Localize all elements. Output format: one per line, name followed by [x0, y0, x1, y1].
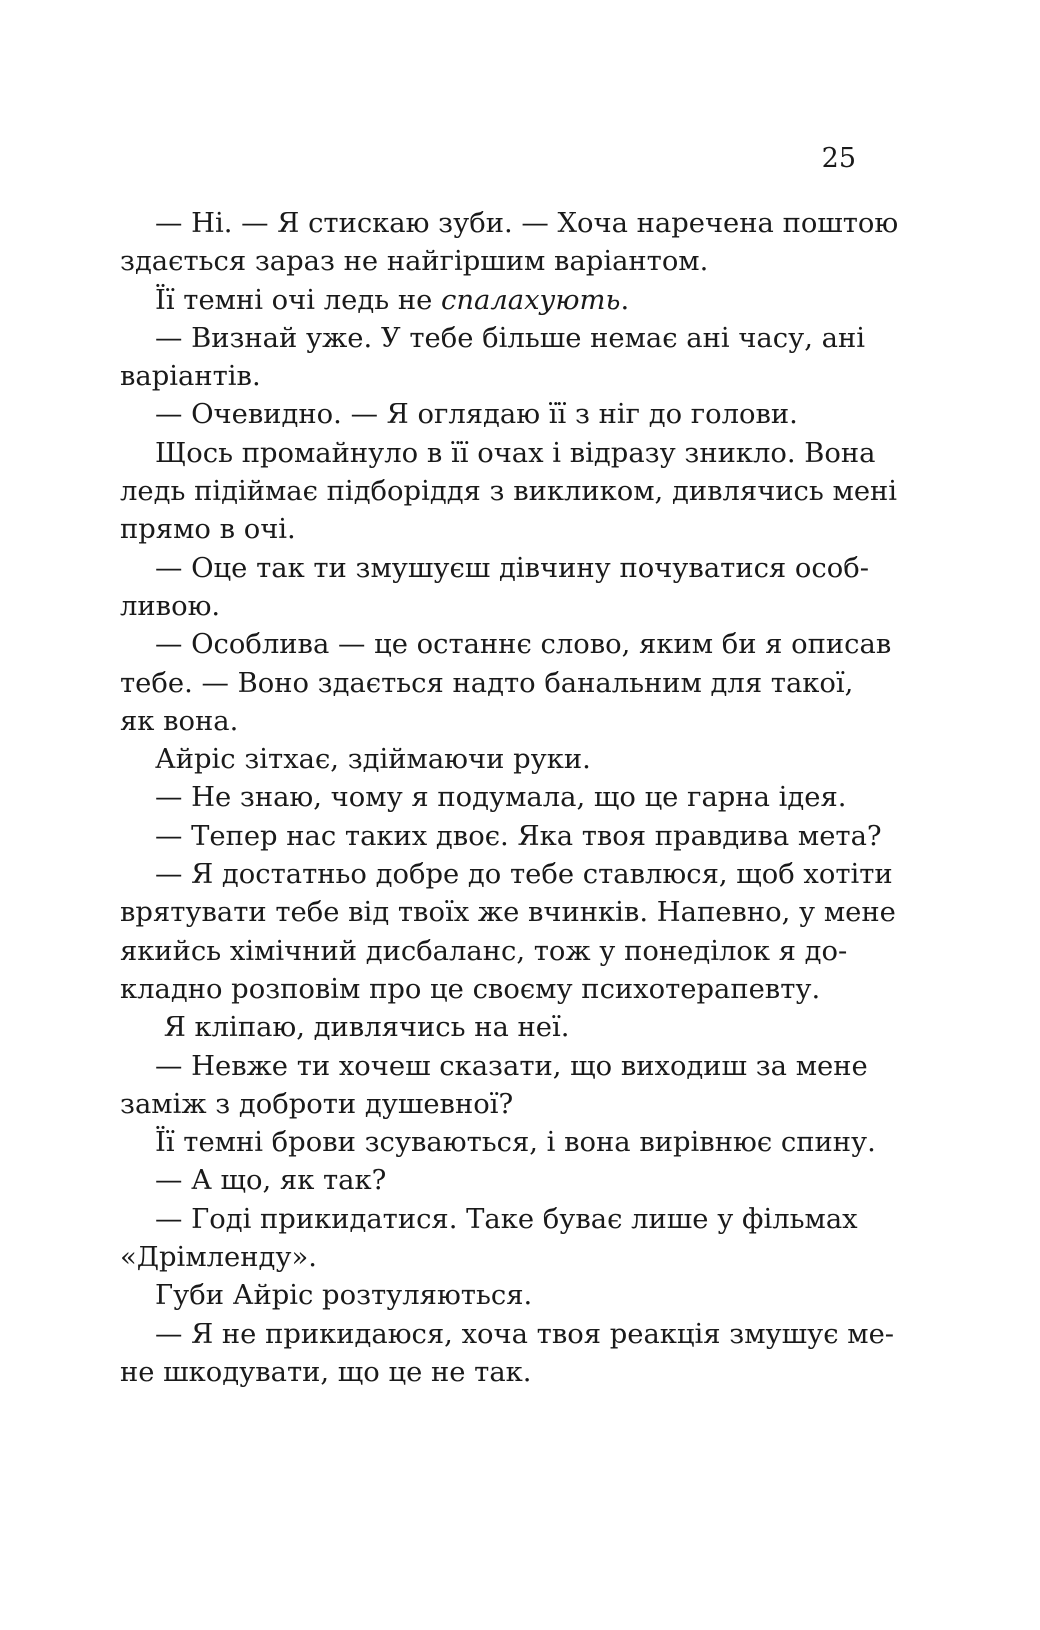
text-run: .: [620, 284, 630, 316]
page-number: 25: [821, 143, 856, 174]
text-line: здається зараз не найгіршим варіантом.: [120, 246, 709, 278]
text-line: не шкодувати, що це не так.: [120, 1356, 532, 1388]
text-line: — Очевидно. — Я оглядаю її з ніг до голови.: [155, 399, 798, 431]
text-line: Я кліпаю, дивлячись на неї.: [155, 1012, 570, 1044]
text-line: «Дрімленду».: [120, 1242, 317, 1274]
text-line: ливою.: [120, 590, 221, 622]
text-line: — Годі прикидатися. Таке буває лише у фільмах: [155, 1203, 858, 1235]
text-line: [120, 282, 840, 320]
text-line: — Я не прикидаюся, хоча твоя реакція змушує ме-: [155, 1318, 895, 1350]
text-line: заміж з доброти душевної?: [120, 1088, 514, 1120]
text-line: варіантів.: [120, 361, 261, 393]
text-run: Її темні очі ледь не: [155, 284, 442, 316]
text-line: — Тепер нас таких двоє. Яка твоя правдива мета?: [155, 820, 882, 852]
text-line: — Особлива — це останнє слово, яким би я описав: [155, 629, 892, 661]
text-line: — Визнай уже. У тебе більше немає ані часу, ані: [155, 322, 865, 354]
text-line: тебе. — Воно здається надто банальним для такої,: [120, 667, 854, 699]
body-text: [120, 205, 899, 1392]
text-line: Щось промайнуло в її очах і відразу зникло. Вона: [155, 437, 876, 469]
emphasis-text: спалахують: [441, 284, 621, 316]
text-line: прямо в очі.: [120, 514, 296, 546]
text-line: Айріс зітхає, здіймаючи руки.: [155, 744, 591, 776]
text-line: як вона.: [120, 705, 239, 737]
text-line: — Оце так ти змушуєш дівчину почуватися особ-: [155, 552, 869, 584]
text-line: — А що, як так?: [155, 1165, 387, 1197]
text-line: Її темні брови зсуваються, і вона вирівнює спину.: [155, 1127, 876, 1159]
text-line: — Невже ти хочеш сказати, що виходиш за мене: [155, 1050, 868, 1082]
text-line: врятувати тебе від твоїх же вчинків. Напевно, у мене: [120, 897, 896, 929]
text-line: — Не знаю, чому я подумала, що це гарна ідея.: [155, 782, 847, 814]
text-line: кладно розповім про це своєму психотерапевту.: [120, 973, 821, 1005]
text-line: — Ні. — Я стискаю зуби. — Хоча наречена поштою: [155, 208, 899, 239]
text-line: якийсь хімічний дисбаланс, тож у понеділок я до-: [120, 935, 848, 967]
text-line: — Я достатньо добре до тебе ставлюся, щоб хотіти: [155, 859, 893, 891]
text-line: Губи Айріс розтуляються.: [155, 1280, 533, 1312]
text-line: ледь підіймає підборіддя з викликом, дивлячись мені: [120, 476, 898, 508]
